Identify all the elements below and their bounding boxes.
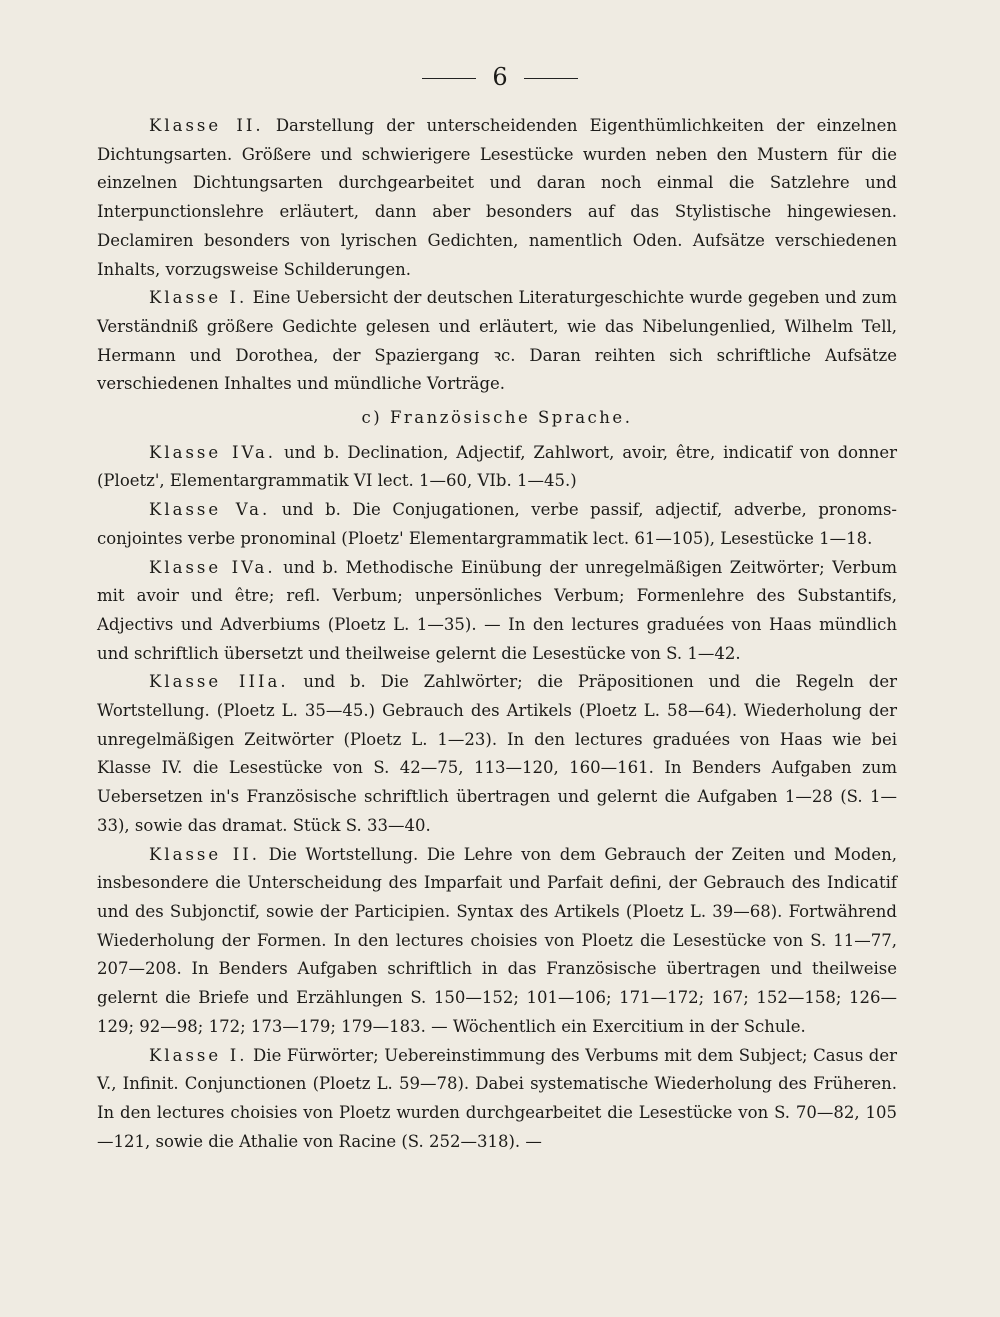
section-heading: c) Französische Sprache. (361, 408, 633, 428)
paragraph-french-class-3a (97, 668, 897, 840)
paragraph-text: und b. Methodische Einübung der unregelmäßigen Zeitwörter; Verbum mit avoir und être; refl. Verbum; unpersönliches Verbum; Formenlehre des Substantifs, Adjectivs und Adverbiums (Ploetz L. 1—35). — In den lectures graduées von Haas mündlich und schriftlich übersetzt und theilweise gelernt die Lesestücke von S. 1—42. (97, 557, 897, 663)
class-label: Klasse IVa. (149, 557, 276, 577)
paragraph-german-class-2 (97, 112, 897, 284)
paragraph-french-class-4a-b (97, 554, 897, 669)
paragraph-german-class-1 (97, 284, 897, 399)
header-rule-right (524, 78, 578, 79)
header-rule-left (422, 78, 476, 79)
class-label: Klasse I. (149, 288, 248, 308)
class-label: Klasse IIIa. (149, 672, 289, 692)
paragraph-french-class-2 (97, 841, 897, 1042)
page-header (0, 62, 1000, 92)
paragraph-text: Eine Uebersicht der deutschen Literaturgeschichte wurde gegeben und zum Verständniß größere Gedichte gelesen und erläutert, wie das Nibelungenlied, Wilhelm Tell, Hermann und Dorothea, der Spaziergang ꝛc. Daran reihten sich schriftliche Aufsätze verschiedenen Inhaltes und mündliche Vorträge. (97, 288, 898, 394)
page-body (97, 112, 897, 1156)
paragraph-french-class-1 (97, 1042, 897, 1157)
class-label: Klasse II. (149, 844, 261, 864)
paragraph-french-class-4a (97, 439, 897, 496)
paragraph-french-class-5a (97, 496, 897, 553)
paragraph-text: und b. Declination, Adjectif, Zahlwort, avoir, être, indicatif von donner (Ploetz', Elementargrammatik VI lect. 1—60, VIb. 1—45.) (97, 442, 898, 491)
paragraph-text: und b. Die Conjugationen, verbe passif, adjectif, adverbe, pronoms-conjointes verbe pronominal (Ploetz' Elementargrammatik lect. 61—105), Lesestücke 1—18. (97, 500, 897, 548)
class-label: Klasse I. (149, 1045, 248, 1065)
paragraph-text: Die Fürwörter; Uebereinstimmung des Verbums mit dem Subject; Casus der V., Infinit. Conjunctionen (Ploetz L. 59—78). Dabei systematische Wiederholung des Früheren. In den lectures choisies von Ploetz wurden durchgearbeitet die Lesestücke von S. 70—82, 105—121, sowie die Athalie von Racine (S. 252—318). — (97, 1045, 897, 1151)
page-number: 6 (492, 63, 508, 91)
class-label: Klasse II. (149, 116, 264, 135)
paragraph-text: und b. Die Zahlwörter; die Präpositionen und die Regeln der Wortstellung. (Ploetz L. 35—45.) Gebrauch des Artikels (Ploetz L. 58—64). Wiederholung der unregelmäßigen Zeitwörter (Ploetz L. 1—23). In den lectures graduées von Haas wie bei Klasse IV. die Lesestücke von S. 42—75, 113—120, 160—161. In Benders Aufgaben zum Uebersetzen in's Französische schriftlich übertragen und gelernt die Aufgaben 1—28 (S. 1—33), sowie das dramat. Stück S. 33—40. (97, 672, 897, 835)
class-label: Klasse Va. (149, 500, 271, 520)
class-label: Klasse IVa. (149, 442, 277, 462)
paragraph-text: Die Wortstellung. Die Lehre von dem Gebrauch der Zeiten und Moden, insbesondere die Unterscheidung des Imparfait und Parfait defini, der Gebrauch des Indicatif und des Subjonctif, sowie der Participien. Syntax des Artikels (Ploetz L. 39—68). Fortwährend Wiederholung der Formen. In den lectures choisies von Ploetz die Lesestücke von S. 11—77, 207—208. In Benders Aufgaben schriftlich in das Französische übertragen und theilweise gelernt die Briefe und Erzählungen S. 150—152; 101—106; 171—172; 167; 152—158; 126—129; 92—98; 172; 173—179; 179—183. — Wöchentlich ein Exercitium in der Schule. (97, 844, 897, 1036)
paragraph-text: Darstellung der unterscheidenden Eigenthümlichkeiten der einzelnen Dichtungsarten. Größere und schwierigere Lesestücke wurden neben den Mustern für die einzelnen Dichtungsarten durchgearbeitet und daran noch einmal die Satzlehre und Interpunctionslehre erläutert, dann aber besonders auf das Stylistische hingewiesen. Declamiren besonders von lyrischen Gedichten, namentlich Oden. Aufsätze verschiedenen Inhalts, vorzugsweise Schilderungen. (97, 116, 897, 279)
